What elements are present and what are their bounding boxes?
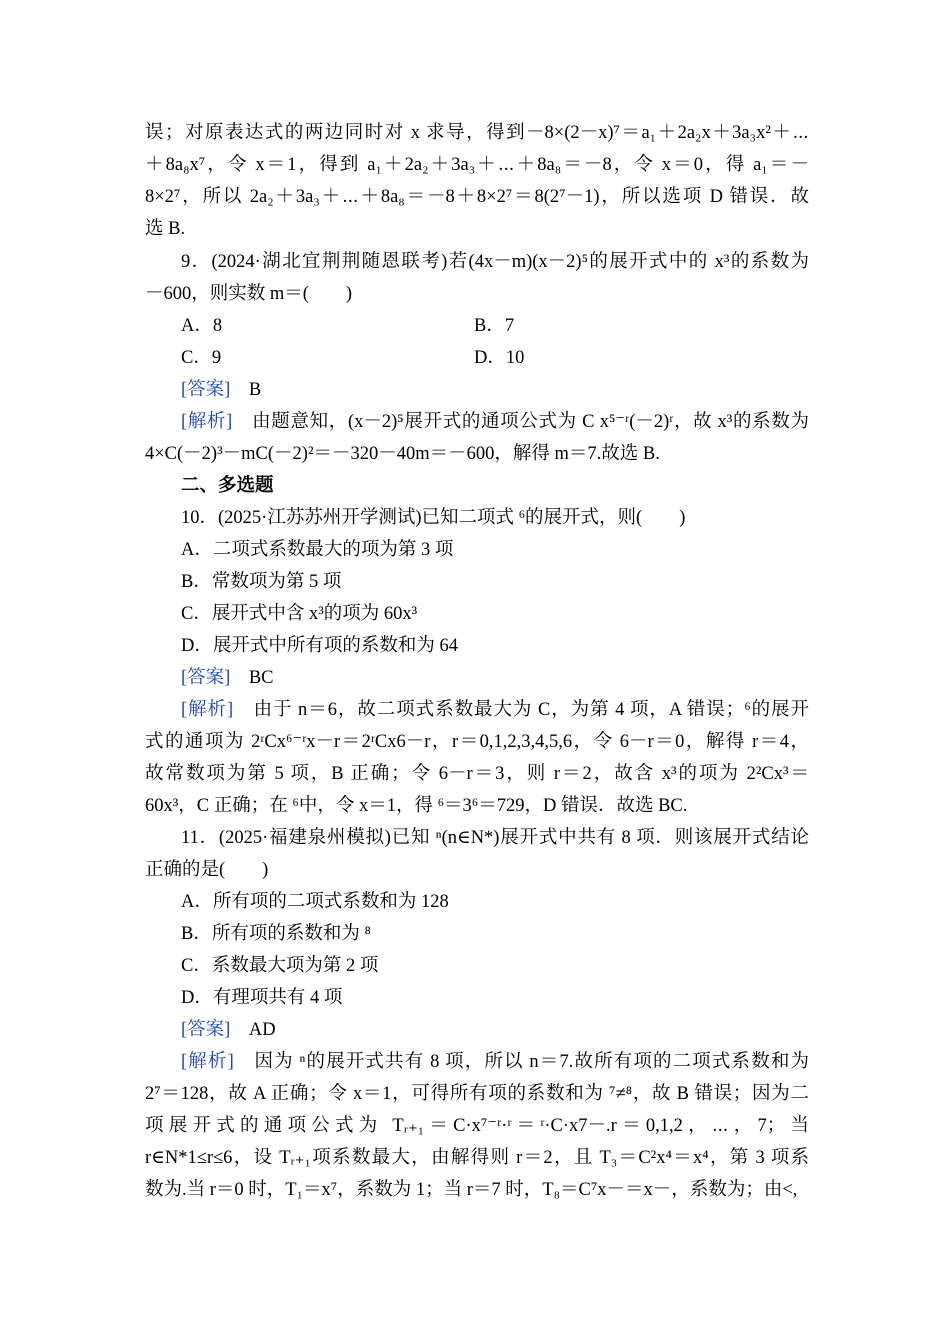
q9-stem-line-1: 9．(2024·湖北宜荆荆随恩联考)若(4x－m)(x－2)⁵的展开式中的 x³的系数为 — [181, 252, 809, 272]
text-line-4: 选 B. — [145, 219, 186, 239]
answer-value: B — [248, 380, 262, 400]
q10-stem: 10．(2025·江苏苏州开学测试)已知二项式 ⁶的展开式，则( ) — [181, 508, 686, 528]
answer-value: BC — [248, 668, 274, 688]
q10-option-a: A．二项式系数最大的项为第 3 项 — [181, 540, 454, 560]
text-line-2: ＋8a₈x⁷，令 x＝1，得到 a₁＋2a₂＋3a₃＋⋯＋8a₈＝－8，令 x＝0，得 a₁＝－ — [145, 155, 809, 175]
analysis-tag: [解析] — [181, 1052, 234, 1072]
q9-option-a: A．8 — [181, 316, 223, 336]
analysis-text: 因为 ⁿ的展开式共有 8 项，所以 n＝7.故所有项的二项式系数和为 — [254, 1052, 809, 1072]
text-line-1: 误；对原表达式的两边同时对 x 求导，得到－8×(2－x)⁷＝a₁＋2a₂x＋3a₃x²＋⋯ — [145, 123, 809, 143]
q9-options-row-2 — [181, 346, 809, 370]
answer-tag: [答案] — [181, 1020, 231, 1040]
q11-stem-line-2: 正确的是( ) — [145, 860, 269, 880]
q10-analysis-line-3: 故常数项为第 5 项，B 正确；令 6－r＝3，则 r＝2，故含 x³的项为 2²Cx³＝ — [145, 764, 809, 784]
answer-value: AD — [248, 1020, 276, 1040]
q11-analysis-line-1 — [181, 1050, 809, 1074]
q9-stem-line-2: －600，则实数 m＝( ) — [145, 284, 353, 304]
q10-option-c: C．展开式中含 x³的项为 60x³ — [181, 604, 418, 624]
q10-analysis-line-4: 60x³，C 正确；在 ⁶中，令 x＝1，得 ⁶＝3⁶＝729，D 错误．故选 BC. — [145, 796, 688, 816]
q11-option-a: A．所有项的二项式系数和为 128 — [181, 892, 449, 912]
q9-option-d: D．10 — [474, 348, 525, 368]
q9-option-c: C．9 — [181, 348, 222, 368]
q9-analysis-line-2: 4×C(－2)³－mC(－2)²＝－320－40m＝－600，解得 m＝7.故选 B. — [145, 444, 660, 464]
q11-answer — [181, 1018, 809, 1042]
q9-options-row-1 — [181, 314, 809, 338]
q11-analysis-line-4: r∈N*1≤r≤6，设 Tᵣ₊₁项系数最大，由解得则 r＝2，且 T₃＝C²x⁴＝x⁴，第 3 项系 — [145, 1148, 809, 1168]
answer-tag: [答案] — [181, 380, 231, 400]
text-line-3: 8×2⁷，所以 2a₂＋3a₃＋⋯＋8a₈＝－8＋8×2⁷＝8(2⁷－1)，所以选项 D 错误．故 — [145, 187, 809, 207]
q11-analysis-line-5: 数为.当 r＝0 时，T₁＝x⁷，系数为 1；当 r＝7 时，T₈＝C⁷x－＝x－，系数为；由<, — [145, 1180, 798, 1200]
q10-option-b: B．常数项为第 5 项 — [181, 572, 342, 592]
analysis-tag: [解析] — [181, 412, 233, 432]
q11-option-b: B．所有项的系数和为 ⁸ — [181, 924, 371, 944]
q11-option-c: C．系数最大项为第 2 项 — [181, 956, 379, 976]
answer-tag: [答案] — [181, 668, 231, 688]
q10-option-d: D．展开式中所有项的系数和为 64 — [181, 636, 458, 656]
q11-option-d: D．有理项共有 4 项 — [181, 988, 343, 1008]
analysis-text: 由题意知，(x－2)⁵展开式的通项公式为 C x⁵⁻ʳ(－2)ʳ，故 x³的系数为 — [252, 412, 809, 432]
q9-option-b: B．7 — [474, 316, 515, 336]
q11-stem-line-1: 11．(2025·福建泉州模拟)已知 ⁿ(n∈N*)展开式中共有 8 项．则该展开式结论 — [181, 828, 809, 848]
analysis-text: 由于 n＝6，故二项式系数最大为 C，为第 4 项，A 错误；⁶的展开 — [253, 700, 809, 720]
section-title: 二、多选题 — [181, 476, 274, 496]
q10-analysis-line-1 — [181, 698, 809, 722]
q9-answer — [181, 378, 809, 402]
q9-analysis-line-1 — [181, 410, 809, 434]
q10-analysis-line-2: 式的通项为 2ʳCx⁶⁻ʳx－r＝2ʳCx6－r，r＝0,1,2,3,4,5,6，令 6－r＝0，解得 r＝4， — [145, 732, 809, 752]
analysis-tag: [解析] — [181, 700, 234, 720]
q11-analysis-line-3: 项展开式的通项公式为 Tᵣ₊₁＝C·x⁷⁻ʳ·ʳ＝ʳ·C·x7－.r＝0,1,2，⋯，7；当 — [145, 1116, 809, 1136]
q11-analysis-line-2: 2⁷＝128，故 A 正确；令 x＝1，可得所有项的系数和为 ⁷≠⁸，故 B 错误；因为二 — [145, 1084, 809, 1104]
q10-answer — [181, 666, 809, 690]
